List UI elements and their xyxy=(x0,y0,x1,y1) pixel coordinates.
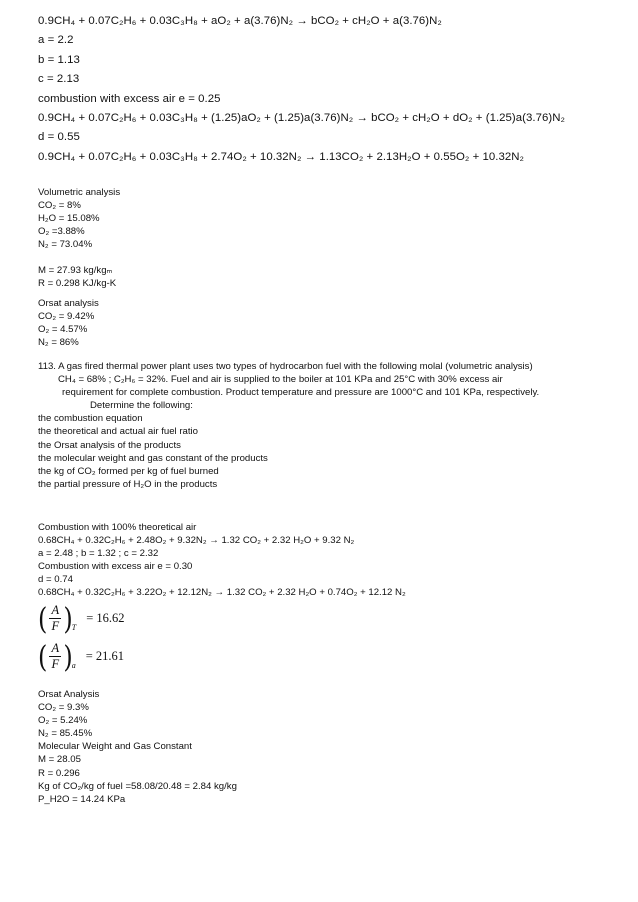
solution-coefficients: a = 2.48 ; b = 1.32 ; c = 2.32 xyxy=(38,548,159,560)
problem-statement-line-2: CH₄ = 68% ; C₂H₆ = 32%. Fuel and air is supplied to the boiler at 101 KPa and 25°C with 30% excess air xyxy=(58,374,503,386)
volumetric-h2o: H₂O = 15.08% xyxy=(38,213,100,225)
combustion-equation-block xyxy=(38,12,628,167)
air-fuel-ratio-theoretical xyxy=(38,603,406,635)
orsat-n2: N₂ = 86% xyxy=(38,337,79,349)
orsat2-n2: N₂ = 85.45% xyxy=(38,728,93,740)
solution-theoretical-label: Combustion with 100% theoretical air xyxy=(38,522,197,533)
orsat-o2: O₂ = 4.57% xyxy=(38,324,88,336)
right-paren: ) xyxy=(63,639,73,675)
equation-excess-air-numeric: 0.9CH₄ + 0.07C₂H₆ + 0.03C₃H₈ + 2.74O₂ + 10.32N₂ → 1.13CO₂ + 2.13H₂O + 0.55O₂ + 10.32N₂ xyxy=(38,150,525,163)
problem-statement-line-1: 113. A gas fired thermal power plant uses two types of hydrocarbon fuel with the following molal (volumetric analysis) xyxy=(38,361,533,372)
kg-co2-per-kg-fuel: Kg of CO₂/kg of fuel =58.08/20.48 = 2.84 kg/kg xyxy=(38,780,237,792)
solution-coefficient-d: d = 0.74 xyxy=(38,574,73,586)
problem-determine: Determine the following: xyxy=(90,400,193,412)
orsat-co2: CO₂ = 9.42% xyxy=(38,311,95,323)
fraction-numerator: A xyxy=(51,641,60,656)
left-paren: ( xyxy=(38,601,48,637)
fraction-subscript: T xyxy=(71,622,77,632)
excess-air-label: combustion with excess air e = 0.25 xyxy=(38,92,221,105)
orsat2-co2: CO₂ = 9.3% xyxy=(38,702,89,714)
fraction-numerator: A xyxy=(51,603,60,618)
molecular-weight-block xyxy=(38,264,116,290)
volumetric-co2: CO₂ = 8% xyxy=(38,200,81,212)
gas-constant: R = 0.298 KJ/kg-K xyxy=(38,278,117,290)
coefficient-a: a = 2.2 xyxy=(38,34,74,47)
orsat-analysis-2 xyxy=(38,688,237,806)
air-fuel-ratio-actual xyxy=(38,641,406,673)
fraction-a-over-f xyxy=(49,604,61,633)
volumetric-n2: N₂ = 73.04% xyxy=(38,239,93,251)
coefficient-b: b = 1.13 xyxy=(38,53,80,66)
problem-item: the theoretical and actual air fuel ratio xyxy=(38,426,198,438)
fraction-subscript: a xyxy=(71,660,76,670)
partial-pressure-h2o: P_H2O = 14.24 KPa xyxy=(38,793,126,805)
volumetric-title: Volumetric analysis xyxy=(38,187,121,198)
solution-block xyxy=(38,521,406,673)
problem-item: the molecular weight and gas constant of the products xyxy=(38,452,268,464)
problem-item: the partial pressure of H₂O in the products xyxy=(38,478,218,490)
molecular-weight: M = 27.93 kg/kgₘ xyxy=(38,265,113,276)
fraction-denominator: F xyxy=(51,619,60,634)
solution-equation-actual: 0.68CH₄ + 0.32C₂H₆ + 3.22O₂ + 12.12N₂ → 1.32 CO₂ + 2.32 H₂O + 0.74O₂ + 12.12 N₂ xyxy=(38,587,406,599)
solution-equation-theoretical: 0.68CH₄ + 0.32C₂H₆ + 2.48O₂ + 9.32N₂ → 1.32 CO₂ + 2.32 H₂O + 9.32 N₂ xyxy=(38,535,355,547)
coefficient-c: c = 2.13 xyxy=(38,73,80,86)
orsat-title: Orsat analysis xyxy=(38,298,99,309)
af-actual-value: = 21.61 xyxy=(85,649,125,664)
problem-item: the combustion equation xyxy=(38,413,143,425)
solution-excess-air-label: Combustion with excess air e = 0.30 xyxy=(38,561,193,573)
orsat2-title: Orsat Analysis xyxy=(38,689,100,700)
molecular-weight-title: Molecular Weight and Gas Constant xyxy=(38,741,192,753)
coefficient-d: d = 0.55 xyxy=(38,131,80,144)
equation-excess-air-general: 0.9CH₄ + 0.07C₂H₆ + 0.03C₃H₈ + (1.25)aO₂ + (1.25)a(3.76)N₂ → bCO₂ + cH₂O + dO₂ + (1.25)a(3.76)N₂ xyxy=(38,111,565,124)
orsat-analysis-1 xyxy=(38,297,99,349)
problem-113 xyxy=(38,360,539,491)
af-theoretical-value: = 16.62 xyxy=(86,611,125,626)
problem-statement-line-3: requirement for complete combustion. Product temperature and pressure are 1000°C and 101 KPa, respectively. xyxy=(62,387,540,399)
fraction-denominator: F xyxy=(51,657,60,672)
volumetric-analysis xyxy=(38,186,120,251)
problem-item: the kg of CO₂ formed per kg of fuel burned xyxy=(38,465,219,477)
problem-item: the Orsat analysis of the products xyxy=(38,439,181,451)
molecular-weight-value: M = 28.05 xyxy=(38,754,81,766)
gas-constant-value: R = 0.296 xyxy=(38,767,80,779)
left-paren: ( xyxy=(38,639,48,675)
balanced-equation-theoretical: 0.9CH₄ + 0.07C₂H₆ + 0.03C₃H₈ + aO₂ + a(3.76)N₂ → bCO₂ + cH₂O + a(3.76)N₂ xyxy=(38,15,442,27)
orsat2-o2: O₂ = 5.24% xyxy=(38,715,88,727)
volumetric-o2: O₂ =3.88% xyxy=(38,226,85,238)
right-paren: ) xyxy=(63,601,73,637)
fraction-a-over-f xyxy=(49,642,61,671)
